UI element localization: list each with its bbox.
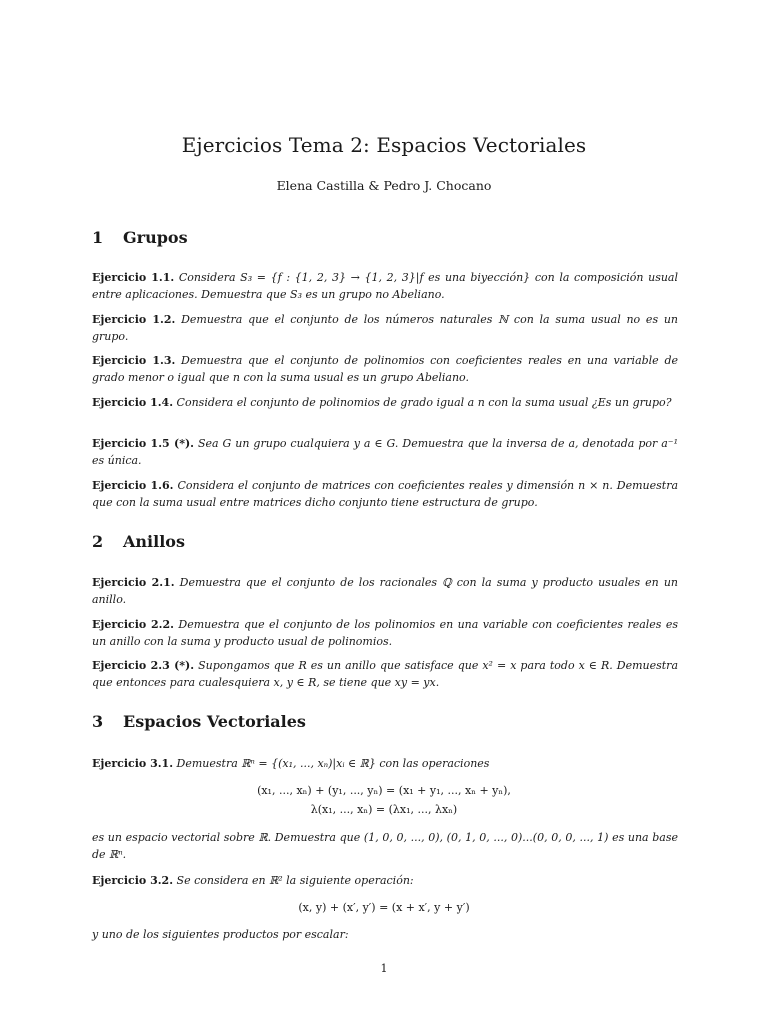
- exercise-paragraph: [92, 755, 678, 772]
- exercise-text: Supongamos que R es un anillo que satisface que x² = x para todo x ∈ R. Demuestra que entonces para cualesquiera x, y ∈ R, se tiene que xy = yx.: [92, 659, 678, 689]
- exercise-text: Demuestra que el conjunto de polinomios con coeficientes reales en una variable de grado menor o igual que n con la suma usual es un grupo Abeliano.: [92, 354, 678, 384]
- section-heading: [92, 228, 188, 247]
- exercise-paragraph: [92, 477, 678, 511]
- exercise-paragraph: [92, 574, 678, 608]
- exercise-text: Se considera en ℝ² la siguiente operación:: [176, 874, 414, 887]
- equation: (x₁, ..., xₙ) + (y₁, ..., yₙ) = (x₁ + y₁, ..., xₙ + yₙ),: [257, 784, 511, 797]
- exercise-continuation: [92, 829, 678, 863]
- section-number: 2: [92, 532, 104, 551]
- section-number: 1: [92, 228, 104, 247]
- exercise-text: Considera S₃ = {f : {1, 2, 3} → {1, 2, 3}|f es una biyección} con la composición usual entre aplicaciones. Demuestra que S₃ es un grupo no Abeliano.: [92, 271, 679, 301]
- exercise-text: y uno de los siguientes productos por escalar:: [92, 928, 349, 941]
- exercise-label: Ejercicio 1.6.: [92, 479, 174, 492]
- exercise-label: Ejercicio 1.5 (*).: [92, 437, 194, 450]
- exercise-paragraph: [92, 269, 678, 303]
- exercise-label: Ejercicio 1.4.: [92, 396, 174, 409]
- exercise-text: Demuestra que el conjunto de los números naturales ℕ con la suma usual no es un grupo.: [92, 313, 679, 343]
- exercise-paragraph: [92, 616, 678, 650]
- exercise-text: Considera el conjunto de polinomios de grado igual a n con la suma usual ¿Es un grupo?: [176, 396, 672, 409]
- exercise-paragraph: [92, 352, 678, 386]
- section-heading: [92, 712, 306, 731]
- exercise-label: Ejercicio 1.1.: [92, 271, 175, 284]
- document-title: Ejercicios Tema 2: Espacios Vectoriales: [181, 133, 587, 157]
- document-authors: Elena Castilla & Pedro J. Chocano: [276, 178, 492, 193]
- exercise-label: Ejercicio 2.1.: [92, 576, 175, 589]
- section-title: Espacios Vectoriales: [123, 712, 306, 731]
- exercise-label: Ejercicio 2.2.: [92, 618, 174, 631]
- exercise-paragraph: [92, 311, 678, 345]
- exercise-text: Sea G un grupo cualquiera y a ∈ G. Demuestra que la inversa de a, denotada por a⁻¹ es única.: [92, 437, 678, 467]
- section-heading: [92, 532, 185, 551]
- exercise-paragraph: [92, 435, 678, 469]
- exercise-paragraph: [92, 394, 678, 411]
- exercise-label: Ejercicio 3.1.: [92, 757, 174, 770]
- exercise-label: Ejercicio 3.2.: [92, 874, 174, 887]
- section-title: Grupos: [123, 228, 188, 247]
- exercise-label: Ejercicio 2.3 (*).: [92, 659, 195, 672]
- exercise-text: Demuestra que el conjunto de los polinomios en una variable con coeficientes reales es un anillo con la suma y producto usual de polinomios.: [92, 618, 678, 648]
- exercise-paragraph: [92, 872, 678, 889]
- exercise-label: Ejercicio 1.3.: [92, 354, 176, 367]
- section-number: 3: [92, 712, 104, 731]
- exercise-text: Demuestra que el conjunto de los racionales ℚ con la suma y producto usuales en un anillo.: [92, 576, 678, 606]
- exercise-text: es un espacio vectorial sobre ℝ. Demuestra que (1, 0, 0, ..., 0), (0, 1, 0, ..., 0)...(0, 0, 0, ..., 1) es una base de ℝⁿ.: [92, 831, 678, 861]
- equation: (x, y) + (x′, y′) = (x + x′, y + y′): [298, 901, 470, 914]
- equation: λ(x₁, ..., xₙ) = (λx₁, ..., λxₙ): [310, 803, 458, 816]
- exercise-text: Considera el conjunto de matrices con coeficientes reales y dimensión n × n. Demuestra que con la suma usual entre matrices dicho conjunto tiene estructura de grupo.: [92, 479, 679, 509]
- exercise-continuation: [92, 926, 678, 943]
- exercise-label: Ejercicio 1.2.: [92, 313, 176, 326]
- section-title: Anillos: [123, 532, 185, 551]
- page-number: 1: [380, 962, 388, 975]
- exercise-text: Demuestra ℝⁿ = {(x₁, ..., xₙ)|xᵢ ∈ ℝ} con las operaciones: [176, 757, 490, 770]
- exercise-paragraph: [92, 657, 678, 691]
